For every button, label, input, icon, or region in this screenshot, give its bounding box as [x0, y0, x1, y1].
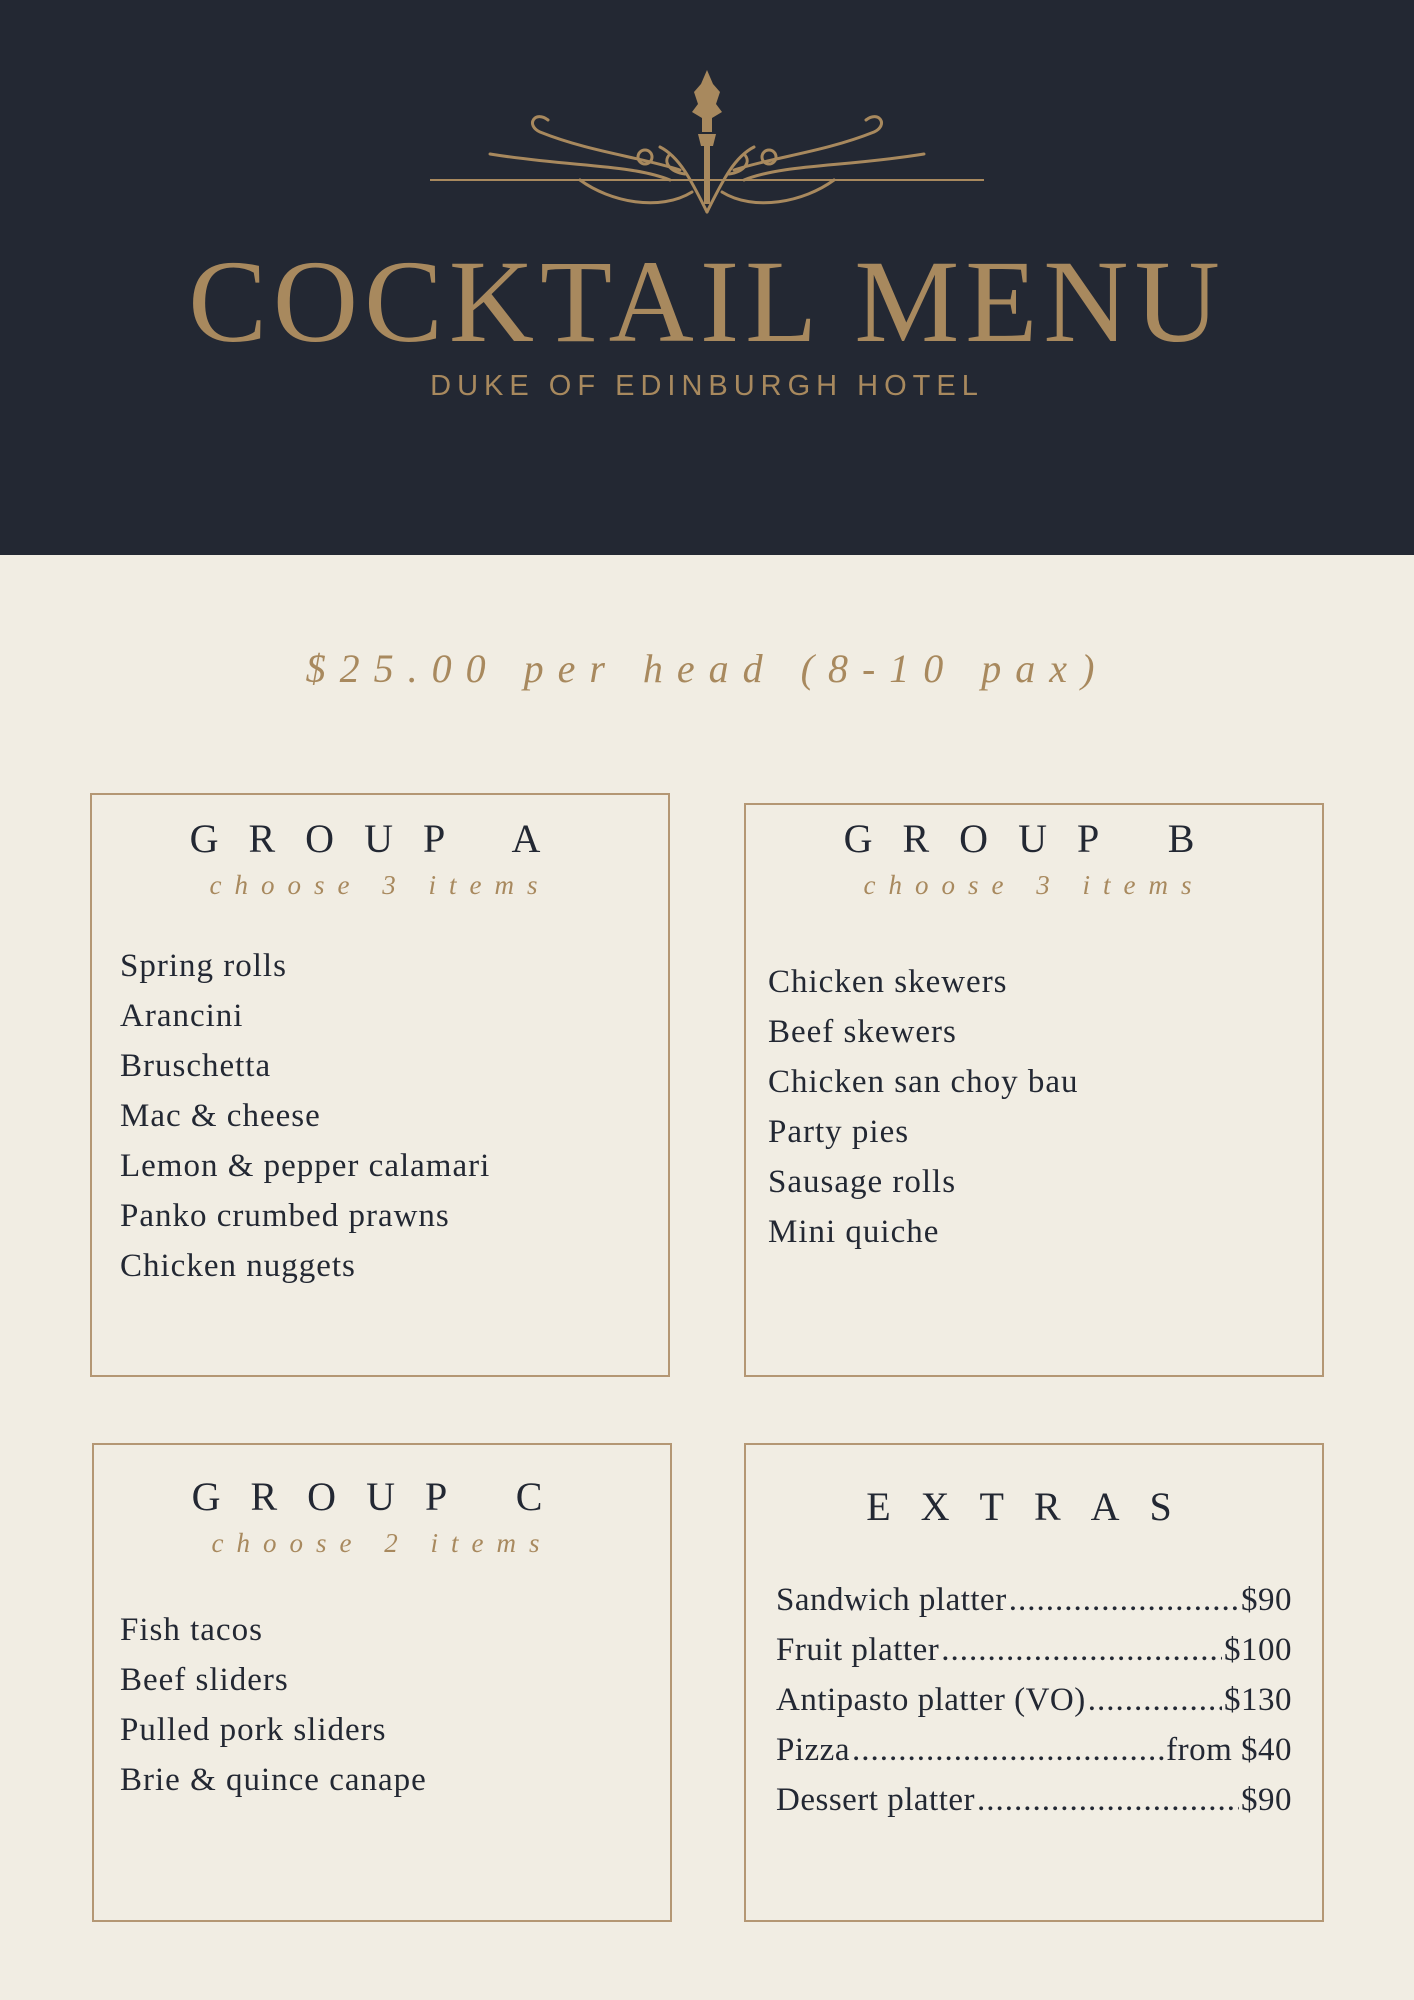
list-item: Party pies — [768, 1114, 910, 1150]
list-item: Chicken san choy bau — [768, 1064, 1079, 1100]
group-a-title: GROUP A — [189, 816, 571, 861]
extras-item — [776, 1675, 1292, 1725]
group-c-title: GROUP C — [191, 1474, 573, 1519]
list-item: Lemon & pepper calamari — [120, 1148, 491, 1184]
group-b-title: GROUP B — [843, 816, 1225, 861]
menu-title: COCKTAIL MENU — [188, 236, 1226, 367]
group-a-item-list — [120, 941, 490, 1291]
list-item: Sausage rolls — [768, 1164, 957, 1200]
extras-item — [776, 1625, 1292, 1675]
list-item: Mac & cheese — [120, 1098, 321, 1134]
extras-item-name: Sandwich platter — [776, 1582, 1007, 1618]
dot-leader — [977, 1775, 1239, 1825]
list-item: Chicken skewers — [768, 964, 1008, 1000]
extras-item-price: from $40 — [1166, 1732, 1292, 1768]
extras-item-price: $90 — [1241, 1582, 1292, 1618]
header-banner — [0, 0, 1414, 555]
list-item: Fish tacos — [120, 1612, 263, 1648]
list-item: Bruschetta — [120, 1048, 272, 1084]
extras-item-name: Pizza — [776, 1732, 850, 1768]
extras-item-name: Dessert platter — [776, 1782, 976, 1818]
group-c-subtitle: choose 2 items — [211, 1528, 553, 1558]
extras-title: EXTRAS — [866, 1484, 1202, 1529]
extras-item — [776, 1775, 1292, 1825]
list-item: Arancini — [120, 998, 244, 1034]
list-item: Beef skewers — [768, 1014, 957, 1050]
extras-item-name: Fruit platter — [776, 1632, 940, 1668]
list-item: Chicken nuggets — [120, 1248, 356, 1284]
group-a-subtitle: choose 3 items — [209, 870, 551, 900]
group-a-card — [90, 793, 670, 1377]
price-per-head: $25.00 per head (8-10 pax) — [305, 646, 1109, 691]
gold-flourish-icon — [430, 62, 984, 222]
dot-leader — [941, 1625, 1222, 1675]
list-item: Brie & quince canape — [120, 1762, 427, 1798]
dot-leader — [852, 1725, 1164, 1775]
extras-item-price: $100 — [1224, 1632, 1292, 1668]
list-item: Pulled pork sliders — [120, 1712, 387, 1748]
extras-card — [744, 1443, 1324, 1922]
group-c-item-list — [120, 1605, 427, 1805]
group-b-item-list — [768, 957, 1079, 1257]
group-c-card — [92, 1443, 672, 1922]
hotel-name: DUKE OF EDINBURGH HOTEL — [430, 370, 984, 402]
dot-leader — [1088, 1675, 1222, 1725]
extras-item — [776, 1725, 1292, 1775]
group-b-card — [744, 803, 1324, 1377]
list-item: Panko crumbed prawns — [120, 1198, 450, 1234]
extras-item-price: $90 — [1241, 1782, 1292, 1818]
list-item: Mini quiche — [768, 1214, 940, 1250]
list-item: Beef sliders — [120, 1662, 289, 1698]
extras-item-price: $130 — [1224, 1682, 1292, 1718]
list-item: Spring rolls — [120, 948, 287, 984]
extras-item — [776, 1575, 1292, 1625]
extras-price-list — [776, 1575, 1292, 1825]
group-b-subtitle: choose 3 items — [863, 870, 1205, 900]
extras-item-name: Antipasto platter (VO) — [776, 1682, 1086, 1718]
dot-leader — [1009, 1575, 1239, 1625]
